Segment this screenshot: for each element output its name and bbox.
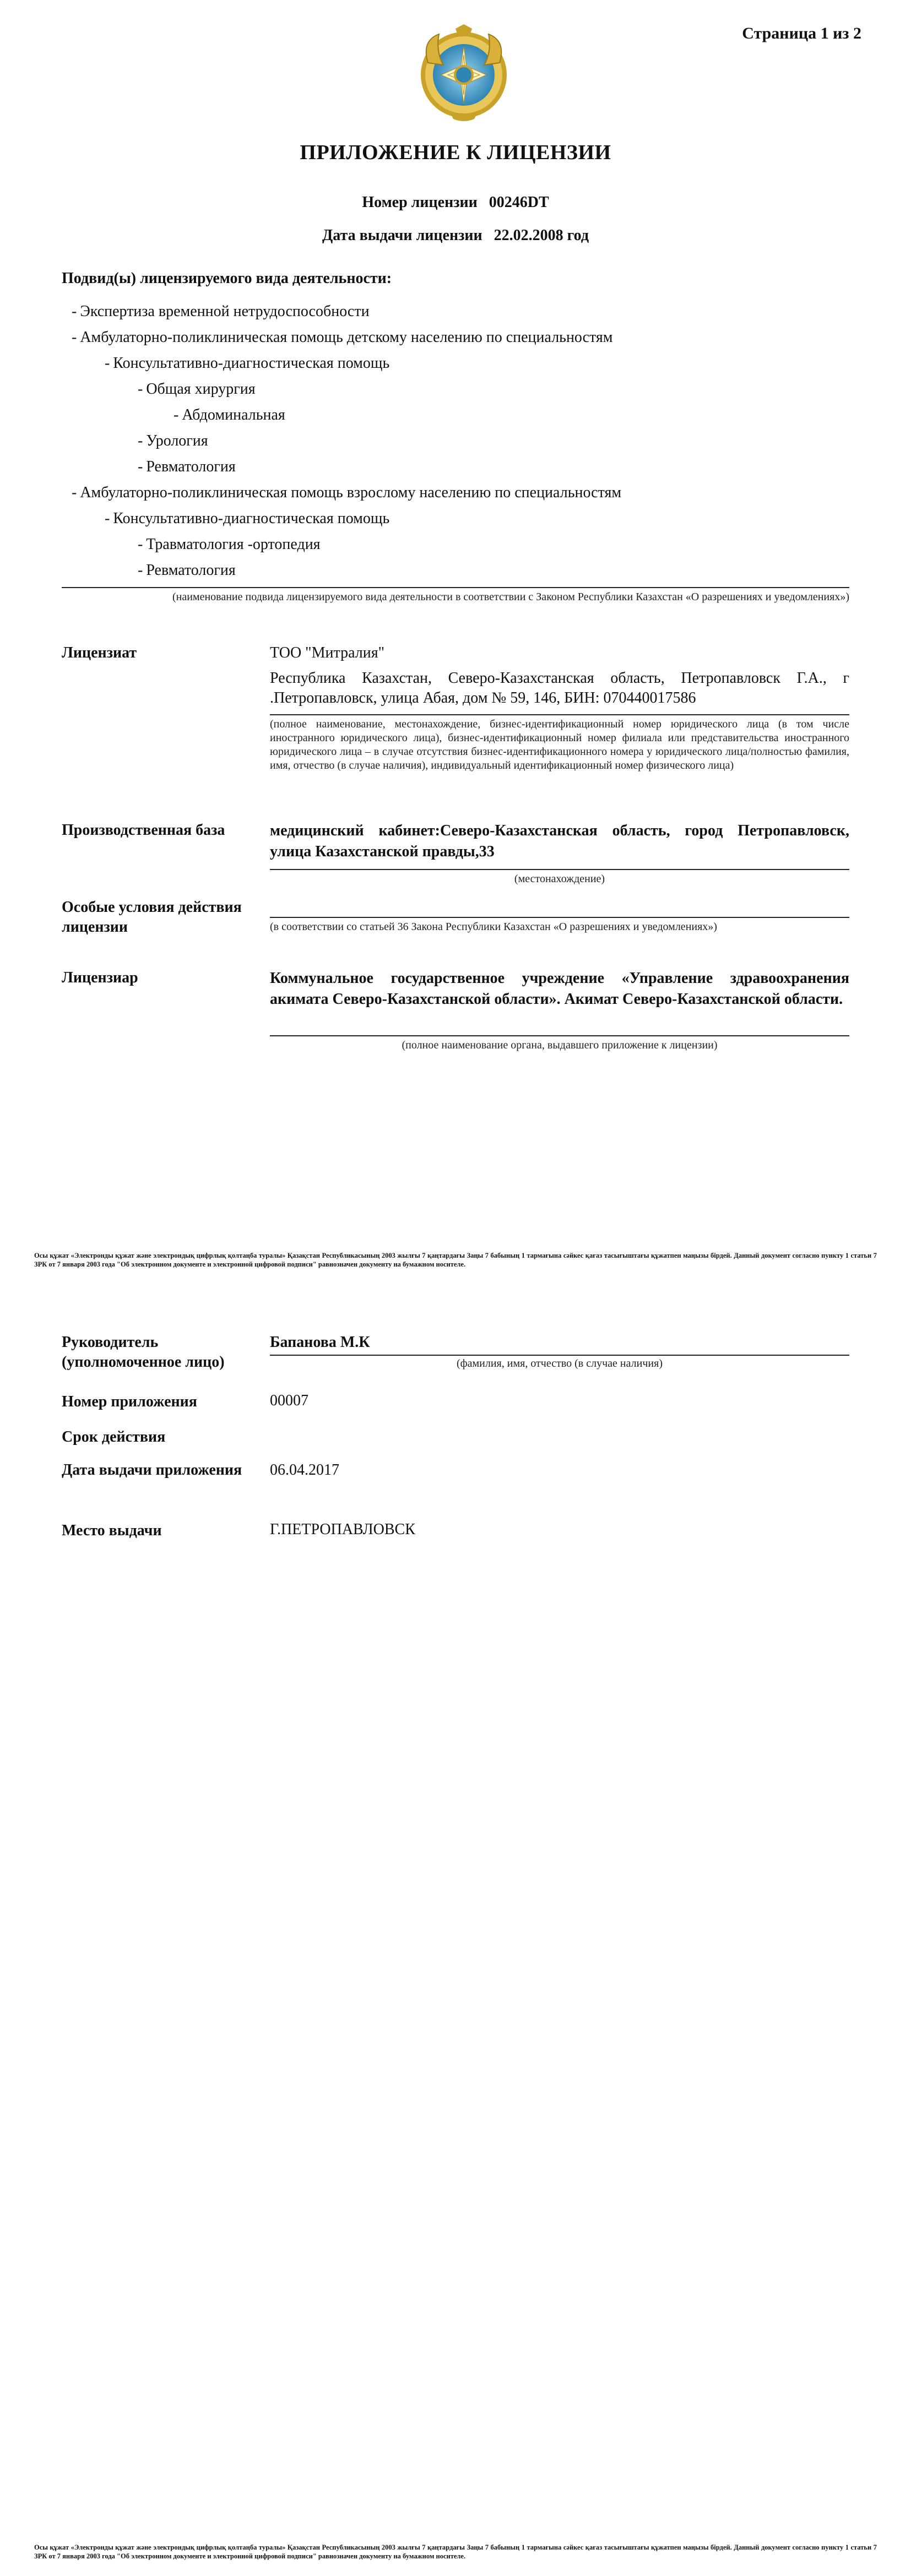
issue-date-value: 22.02.2008 год [494,227,589,244]
licensee-label: Лицензиат [62,644,137,661]
footer-legal-notice: Осы құжат «Электронды құжат және электрондық цифрлық қолтаңба туралы» Қазақстан Республикасының 2003 жылғы 7 қаңтардағы Заңы 7 бабының 1 тармағына сәйкес қағаз тасығыштағы құжатпен маңызы бірдей. Данный документ согласно пункту 1 статьи 7 ЗРК от 7 января 2003 года "Об электронном документе и электронной цифровой подписи" равнозначен документу на бумажном носителе. [34,2544,877,2560]
appendix-number-value: 00007 [270,1392,308,1409]
head-divider [270,1355,849,1356]
activity-item: - Амбулаторно-поликлиническая помощь детскому населению по специальностям [72,329,613,346]
activities-caption: (наименование подвида лицензируемого вида деятельности в соответствии с Законом Республики Казахстан «О разрешениях и уведомлениях») [172,591,849,603]
special-conditions-label: Особые условия действия лицензии [62,899,242,936]
activity-item: - Урология [138,432,208,449]
appendix-date-value: 06.04.2017 [270,1461,339,1479]
activities-heading: Подвид(ы) лицензируемого вида деятельности: [62,270,392,287]
place-label: Место выдачи [62,1522,162,1539]
licensee-divider [270,714,849,715]
state-emblem-icon [417,24,511,123]
activity-item: - Общая хирургия [138,381,256,398]
production-base-caption: (местонахождение) [514,873,605,885]
license-number-value: 00246DT [489,194,549,211]
issue-date-label: Дата выдачи лицензии [322,227,482,244]
validity-label: Срок действия [62,1428,166,1445]
activity-item: - Ревматология [138,562,236,579]
appendix-date-label: Дата выдачи приложения [62,1461,242,1479]
activity-item: - Абдоминальная [173,406,285,423]
activity-item: - Консультативно-диагностическая помощь [105,355,390,372]
place-value: Г.ПЕТРОПАВЛОВСК [270,1521,415,1538]
license-number-label: Номер лицензии [362,194,478,211]
licensee-name: ТОО "Митралия" [270,644,385,661]
activity-item: - Экспертиза временной нетрудоспособности [72,303,370,320]
activity-item: - Ревматология [138,458,236,475]
document-title: ПРИЛОЖЕНИЕ К ЛИЦЕНЗИИ [300,141,611,164]
licensee-address: Республика Казахстан, Северо-Казахстанская область, Петропавловск Г.А., г .Петропавловск, улица Абая, дом № 59, 146, БИН: 070440017586 [270,670,849,707]
licensor-label: Лицензиар [62,969,138,986]
activities-divider [62,587,849,588]
production-base-value: медицинский кабинет:Северо-Казахстанская область, город Петропавловск, улица Казахстанской правды,33 [270,822,849,860]
special-conditions-caption: (в соответствии со статьей 36 Закона Республики Казахстан «О разрешениях и уведомлениях») [270,921,717,933]
issue-date-line [0,227,911,244]
page-indicator: Страница 1 из 2 [742,24,861,42]
activity-item: - Травматология -ортопедия [138,536,321,553]
activity-item: - Амбулаторно-поликлиническая помощь взрослому населению по специальностям [72,484,622,501]
head-value: Бапанова М.К [270,1334,370,1351]
legal-notice: Осы құжат «Электронды құжат және электрондық цифрлық қолтаңба туралы» Қазақстан Республикасының 2003 жылғы 7 қаңтардағы Заңы 7 бабының 1 тармағына сәйкес қағаз тасығыштағы құжатпен маңызы бірдей. Данный документ согласно пункту 1 статьи 7 ЗРК от 7 января 2003 года "Об электронном документе и электронной цифровой подписи" равнозначен документу на бумажном носителе. [34,1252,877,1268]
licensor-value: Коммунальное государственное учреждение «Управление здравоохранения акимата Северо-Казахстанской области». Акимат Северо-Казахстанской области. [270,970,849,1008]
license-number-line [0,194,911,211]
production-base-divider [270,869,849,870]
licensor-caption: (полное наименование органа, выдавшего приложение к лицензии) [402,1039,718,1051]
head-label: Руководитель (уполномоченное лицо) [62,1334,225,1371]
activity-item: - Консультативно-диагностическая помощь [105,510,390,527]
licensee-caption: (полное наименование, местонахождение, бизнес-идентификационный номер юридического лица (в том числе иностранного юридического лица), бизнес-идентификационный номер филиала или представительства иностранного юридического лица – в случае отсутствия бизнес-идентификационного номера у юридического лица/полностью фамилия, имя, отчество (в случае наличия), индивидуальный идентификационный номер физического лица) [270,718,849,771]
licensor-divider [270,1035,849,1036]
appendix-number-label: Номер приложения [62,1393,197,1410]
production-base-label: Производственная база [62,822,225,839]
head-caption: (фамилия, имя, отчество (в случае наличия) [457,1357,663,1369]
special-conditions-divider [270,917,849,918]
